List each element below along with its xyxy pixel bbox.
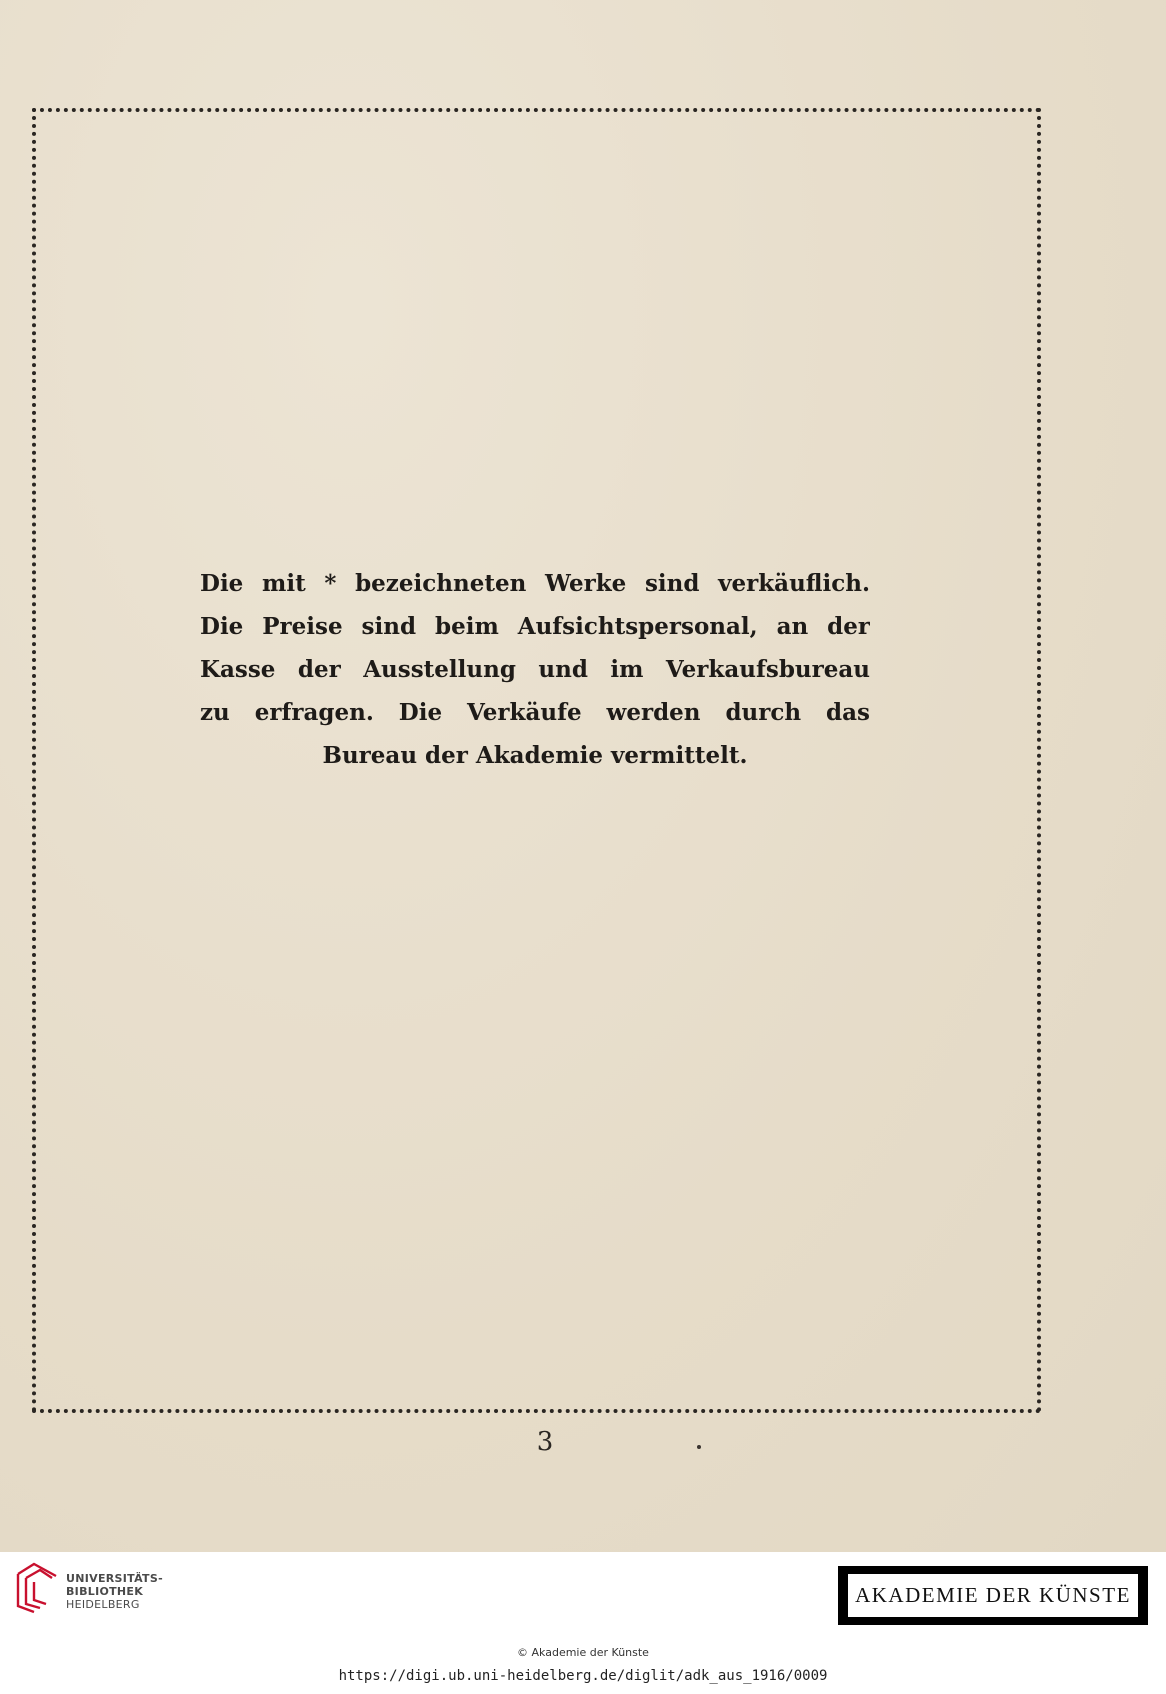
notice-line-1: Die mit * bezeichneten Werke sind verkäuflich. xyxy=(200,570,870,597)
library-name[interactable] xyxy=(66,1572,163,1611)
library-name-line2: BIBLIOTHEK xyxy=(66,1585,144,1598)
notice-line-2: Die Preise sind beim Aufsichtspersonal, an der xyxy=(200,613,870,640)
akademie-logo-text: AKADEMIE DER KÜNSTE xyxy=(848,1574,1138,1617)
permalink-url[interactable]: https://digi.ub.uni-heidelberg.de/diglit/adk_aus_1916/0009 xyxy=(338,1668,828,1684)
notice-line-3: Kasse der Ausstellung und im Verkaufsbureau xyxy=(200,656,870,683)
notice-line-4: zu erfragen. Die Verkäufe werden durch das xyxy=(200,699,870,726)
notice-line-5: Bureau der Akademie vermittelt. xyxy=(322,742,748,769)
library-name-line3: HEIDELBERG xyxy=(66,1598,140,1611)
copyright-notice: © Akademie der Künste xyxy=(517,1646,649,1659)
sales-notice xyxy=(200,562,870,777)
page-number: 3 xyxy=(536,1427,554,1457)
paper-speck xyxy=(697,1445,701,1449)
akademie-logo[interactable] xyxy=(838,1566,1148,1625)
library-name-line1: UNIVERSITÄTS- xyxy=(66,1572,163,1585)
